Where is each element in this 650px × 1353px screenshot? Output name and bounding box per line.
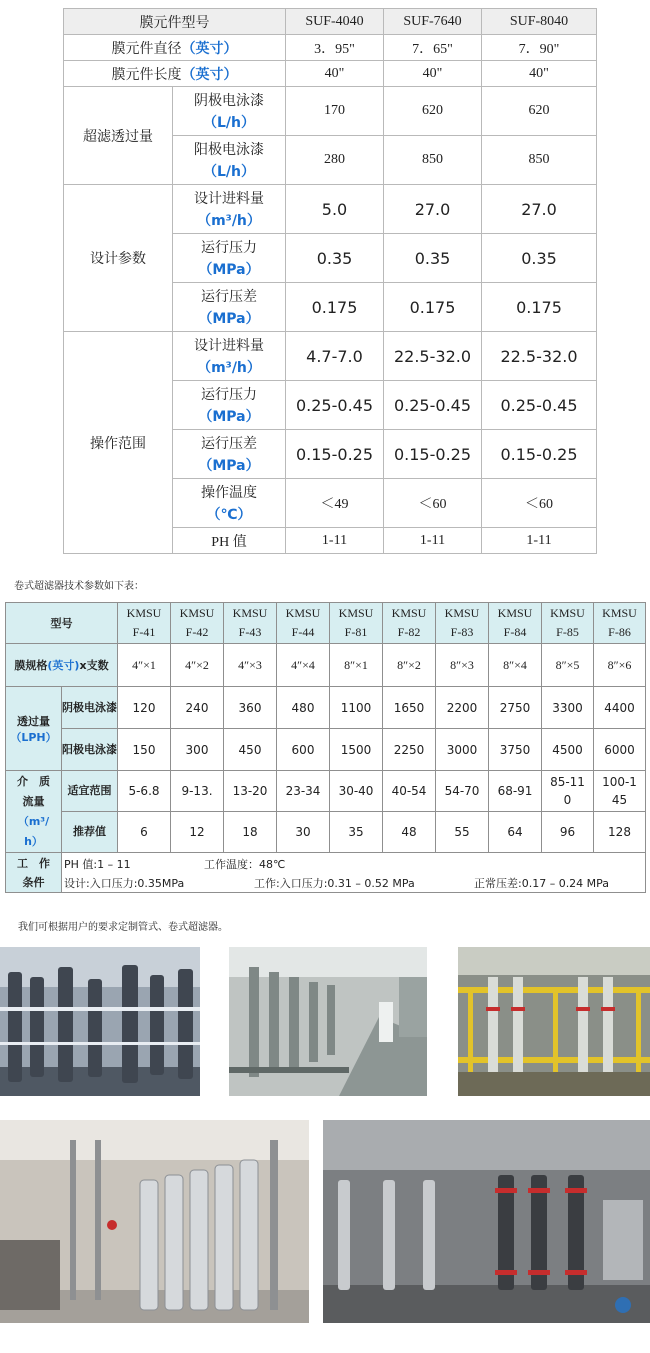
value-cell: 170 xyxy=(286,87,384,136)
unit-text: (英寸) xyxy=(47,658,80,672)
value-cell: 4500 xyxy=(542,729,594,771)
photo-graphic xyxy=(0,1120,309,1323)
spec-cell: 4″×3 xyxy=(224,644,277,687)
conditions-cell xyxy=(62,853,646,893)
group-label: 超滤透过量 xyxy=(64,87,173,185)
condition-design-pressure: 设计:入口压力:0.35MPa xyxy=(64,877,185,890)
model-line: KMSU xyxy=(179,606,215,620)
recommended-label: 推荐值 xyxy=(62,812,118,853)
value-cell: 450 xyxy=(224,729,277,771)
value-cell: 0.25-0.45 xyxy=(384,381,482,430)
value-cell: 3000 xyxy=(436,729,489,771)
table-row xyxy=(64,35,597,61)
plant-walkway-photo xyxy=(229,947,427,1096)
model-line: F-41 xyxy=(132,625,156,639)
value-cell: 13-20 xyxy=(224,771,277,812)
value-cell: 5-6.8 xyxy=(118,771,171,812)
table-row xyxy=(6,687,646,729)
value-cell: ＜60 xyxy=(482,479,597,528)
sub-label xyxy=(173,430,286,479)
model-cell xyxy=(542,603,594,644)
unit-text: （MPa） xyxy=(198,458,260,474)
model-line: F-84 xyxy=(503,625,527,639)
range-label: 适宜范围 xyxy=(62,771,118,812)
value-cell: 620 xyxy=(384,87,482,136)
model-line: F-81 xyxy=(344,625,368,639)
flow-label-text: 流量 xyxy=(22,794,45,808)
model-cell xyxy=(171,603,224,644)
value-cell: 96 xyxy=(542,812,594,853)
value-cell: 150 xyxy=(118,729,171,771)
model-line: F-82 xyxy=(397,625,421,639)
value-cell: 240 xyxy=(171,687,224,729)
table-row xyxy=(6,771,646,812)
table-row xyxy=(64,185,597,234)
stainless-housings-photo xyxy=(0,1120,309,1323)
value-cell: 9-13. xyxy=(171,771,224,812)
value-cell: 0.35 xyxy=(286,234,384,283)
row-label-text: 膜元件长度 xyxy=(111,66,182,83)
value-cell: 0.25-0.45 xyxy=(286,381,384,430)
diameter-label xyxy=(64,35,286,61)
value-cell: 0.175 xyxy=(286,283,384,332)
value-cell: 1650 xyxy=(383,687,436,729)
spec-cell: 8″×5 xyxy=(542,644,594,687)
value-cell: 600 xyxy=(277,729,330,771)
value-cell: ＜60 xyxy=(384,479,482,528)
model-cell xyxy=(330,603,383,644)
flux-label xyxy=(6,687,62,771)
value-cell: 0.35 xyxy=(482,234,597,283)
spec-cell: 8″×1 xyxy=(330,644,383,687)
sub-label-text: 阳极电泳漆 xyxy=(194,142,264,158)
value-cell: 1-11 xyxy=(482,528,597,554)
membrane-spec-table xyxy=(63,8,597,554)
value-cell: 0.35 xyxy=(384,234,482,283)
value-cell: 300 xyxy=(171,729,224,771)
spec-cell: 4″×1 xyxy=(118,644,171,687)
sub-label xyxy=(173,185,286,234)
unit-text: （L/h） xyxy=(202,164,255,180)
flow-label xyxy=(6,771,62,853)
sub-label xyxy=(173,332,286,381)
model-line: KMSU xyxy=(391,606,427,620)
value-cell: 480 xyxy=(277,687,330,729)
group-label: 操作范围 xyxy=(64,332,173,554)
table-row xyxy=(64,9,597,35)
value-cell: 54-70 xyxy=(436,771,489,812)
value-cell: 30-40 xyxy=(330,771,383,812)
value-cell: 128 xyxy=(594,812,646,853)
value-cell: 0.15-0.25 xyxy=(384,430,482,479)
value-cell: 7．90" xyxy=(482,35,597,61)
model-line: KMSU xyxy=(285,606,321,620)
condition-temp: 工作温度：48℃ xyxy=(204,858,286,871)
model-line: KMSU xyxy=(126,606,162,620)
model-cell xyxy=(383,603,436,644)
value-cell: 18 xyxy=(224,812,277,853)
row-label-text: 膜元件直径 xyxy=(111,40,182,57)
photo-graphic xyxy=(458,947,650,1096)
value-cell: 6 xyxy=(118,812,171,853)
value-cell: 6000 xyxy=(594,729,646,771)
model-header-label: 膜元件型号 xyxy=(64,9,286,35)
unit-text: （英寸） xyxy=(181,40,238,57)
spiral-filter-table xyxy=(5,602,646,893)
value-cell: 27.0 xyxy=(482,185,597,234)
sub-label xyxy=(173,479,286,528)
model-cell xyxy=(489,603,542,644)
value-cell: 2750 xyxy=(489,687,542,729)
unit-text: （MPa） xyxy=(198,311,260,327)
value-cell: 2200 xyxy=(436,687,489,729)
value-cell: 1100 xyxy=(330,687,383,729)
sub-label-text: 运行压差 xyxy=(201,436,257,452)
photo-graphic xyxy=(323,1120,650,1323)
cathodic-label: 阴极电泳漆 xyxy=(62,687,118,729)
value-cell: 23-34 xyxy=(277,771,330,812)
model-line: KMSU xyxy=(602,606,637,620)
flux-label-text: 透过量 xyxy=(17,714,50,728)
value-cell: 30 xyxy=(277,812,330,853)
value-cell: ＜49 xyxy=(286,479,384,528)
model-line: F-43 xyxy=(238,625,262,639)
spec-cell: 4″×4 xyxy=(277,644,330,687)
condition-working-pressure: 工作:入口压力:0.31 – 0.52 MPa xyxy=(254,877,415,890)
value-cell: 27.0 xyxy=(384,185,482,234)
photo-graphic xyxy=(0,947,200,1096)
value-cell: 850 xyxy=(482,136,597,185)
value-cell: 22.5-32.0 xyxy=(384,332,482,381)
length-label xyxy=(64,61,286,87)
value-cell: 55 xyxy=(436,812,489,853)
value-cell: 4400 xyxy=(594,687,646,729)
value-cell: 40-54 xyxy=(383,771,436,812)
spec-label-text: x支数 xyxy=(79,658,109,672)
value-cell: 40" xyxy=(286,61,384,87)
sub-label-text: 运行压力 xyxy=(201,387,257,403)
sub-label-text: 操作温度 xyxy=(201,485,257,501)
spec-cell: 8″×6 xyxy=(594,644,646,687)
table-row xyxy=(64,87,597,136)
table-row xyxy=(6,644,646,687)
sub-label-text: 设计进料量 xyxy=(194,191,264,207)
model-line: F-85 xyxy=(556,625,579,639)
table-row xyxy=(6,603,646,644)
value-cell: 7．65" xyxy=(384,35,482,61)
value-cell: 40" xyxy=(384,61,482,87)
value-cell: 35 xyxy=(330,812,383,853)
model-cell xyxy=(436,603,489,644)
model-header-cell: SUF-7640 xyxy=(384,9,482,35)
sub-label-text: 设计进料量 xyxy=(194,338,264,354)
value-cell: 64 xyxy=(489,812,542,853)
unit-text: （英寸） xyxy=(181,66,238,83)
value-cell: 1-11 xyxy=(286,528,384,554)
conditions-label: 工 作条件 xyxy=(6,853,62,893)
sub-label-text: 运行压力 xyxy=(201,240,257,256)
flow-label-text: 介 质 xyxy=(17,774,50,788)
model-line: KMSU xyxy=(232,606,268,620)
unit-text: h） xyxy=(24,834,43,848)
workshop-skid-photo xyxy=(323,1120,650,1323)
spec-label xyxy=(6,644,118,687)
value-cell: 0.25-0.45 xyxy=(482,381,597,430)
photo-graphic xyxy=(229,947,427,1096)
table-row xyxy=(6,729,646,771)
value-cell: 40" xyxy=(482,61,597,87)
spec-cell: 8″×2 xyxy=(383,644,436,687)
model-header-cell: SUF-8040 xyxy=(482,9,597,35)
model-cell xyxy=(118,603,171,644)
table-row xyxy=(64,61,597,87)
value-cell: 100-145 xyxy=(594,771,646,812)
table-row xyxy=(6,853,646,893)
caption-custom-order: 我们可根据用户的要求定制管式、卷式超滤器。 xyxy=(18,922,228,933)
model-line: KMSU xyxy=(497,606,533,620)
anodic-label: 阳极电泳漆 xyxy=(62,729,118,771)
model-line: F-44 xyxy=(291,625,315,639)
value-cell: 3．95" xyxy=(286,35,384,61)
sub-label xyxy=(173,283,286,332)
unit-text: （L/h） xyxy=(202,115,255,131)
sub-label-text: 运行压差 xyxy=(201,289,257,305)
condition-normal-dp: 正常压差:0.17 – 0.24 MPa xyxy=(474,877,610,890)
value-cell: 5.0 xyxy=(286,185,384,234)
model-line: F-42 xyxy=(185,625,209,639)
value-cell: 1500 xyxy=(330,729,383,771)
model-label: 型号 xyxy=(6,603,118,644)
unit-text: （℃） xyxy=(206,507,252,523)
value-cell: 2250 xyxy=(383,729,436,771)
model-line: F-83 xyxy=(450,625,474,639)
value-cell: 850 xyxy=(384,136,482,185)
value-cell: 360 xyxy=(224,687,277,729)
unit-text: （MPa） xyxy=(198,409,260,425)
sub-label xyxy=(173,381,286,430)
model-cell xyxy=(224,603,277,644)
spec-label-text: 膜规格 xyxy=(14,658,48,672)
value-cell: 12 xyxy=(171,812,224,853)
value-cell: 22.5-32.0 xyxy=(482,332,597,381)
model-line: KMSU xyxy=(338,606,374,620)
sub-label xyxy=(173,87,286,136)
unit-text: （MPa） xyxy=(198,262,260,278)
value-cell: 620 xyxy=(482,87,597,136)
value-cell: 85-110 xyxy=(542,771,594,812)
model-line: KMSU xyxy=(550,606,585,620)
model-cell xyxy=(594,603,646,644)
value-cell: 0.15-0.25 xyxy=(286,430,384,479)
model-cell xyxy=(277,603,330,644)
condition-ph: PH 值:1 – 11 xyxy=(64,858,131,871)
value-cell: 3750 xyxy=(489,729,542,771)
value-cell: 280 xyxy=(286,136,384,185)
model-line: F-86 xyxy=(608,625,631,639)
value-cell: 4.7-7.0 xyxy=(286,332,384,381)
value-cell: 68-91 xyxy=(489,771,542,812)
unit-text: （LPH） xyxy=(10,730,57,744)
value-cell: 120 xyxy=(118,687,171,729)
unit-text: （m³/ xyxy=(17,814,50,828)
sub-label: PH 值 xyxy=(173,528,286,554)
spec-cell: 8″×3 xyxy=(436,644,489,687)
table-row xyxy=(6,812,646,853)
spec-cell: 8″×4 xyxy=(489,644,542,687)
value-cell: 3300 xyxy=(542,687,594,729)
caption-spiral-specs: 卷式超滤器技术参数如下表： xyxy=(14,581,144,592)
sub-label xyxy=(173,234,286,283)
sub-label xyxy=(173,136,286,185)
value-cell: 0.175 xyxy=(384,283,482,332)
unit-text: （m³/h） xyxy=(197,213,261,229)
unit-text: （m³/h） xyxy=(197,360,261,376)
model-header-cell: SUF-4040 xyxy=(286,9,384,35)
spec-cell: 4″×2 xyxy=(171,644,224,687)
value-cell: 0.15-0.25 xyxy=(482,430,597,479)
table-row xyxy=(64,332,597,381)
yellow-frame-skid-photo xyxy=(458,947,650,1096)
value-cell: 0.175 xyxy=(482,283,597,332)
grey-membrane-columns-photo xyxy=(0,947,200,1096)
value-cell: 48 xyxy=(383,812,436,853)
model-line: KMSU xyxy=(444,606,480,620)
group-label: 设计参数 xyxy=(64,185,173,332)
value-cell: 1-11 xyxy=(384,528,482,554)
sub-label-text: 阴极电泳漆 xyxy=(194,93,264,109)
